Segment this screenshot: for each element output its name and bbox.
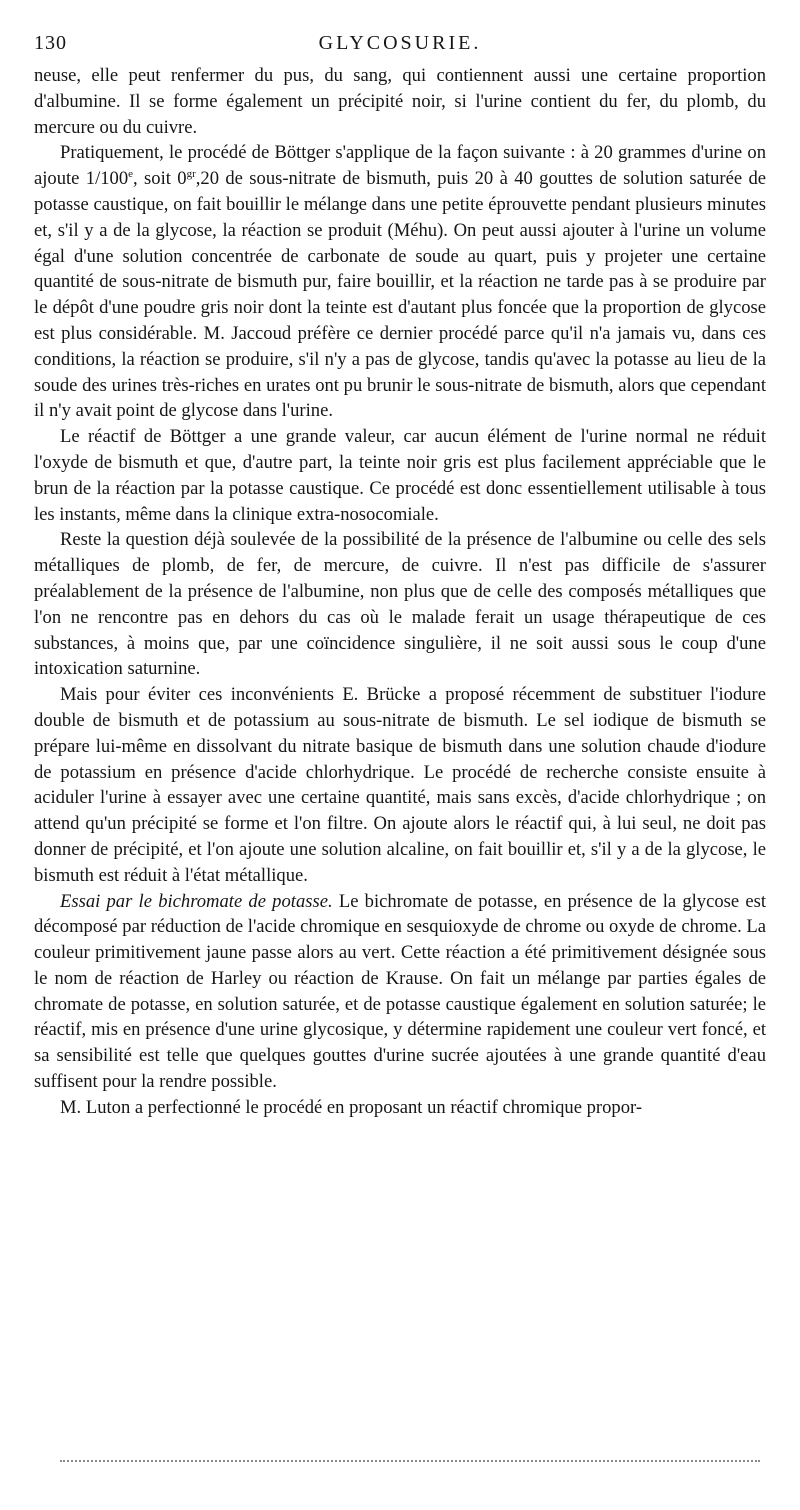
paragraph-bottger-procedure <box>34 140 766 424</box>
running-title: GLYCOSURIE. <box>318 32 482 54</box>
book-page <box>34 24 766 1121</box>
section-heading: Essai par le bichromate de potasse. <box>60 890 333 912</box>
page-number: 130 <box>34 32 67 54</box>
paragraph-albumin-question: Reste la question déjà soulevée de la possibilité de la présence de l'albumine ou celle des sels métalliques de plomb, de fer, de mercure, de cuivre. Il n'est pas difficile de s'assurer préalablement de la présence de l'albumine, non plus que de celle des composés métalliques que l'on ne rencontre pas en dehors du cas où le malade ferait un usage thérapeutique de ces substances, à moins que, par une coïncidence singulière, il ne soit aussi sous le coup d'une intoxication saturnine. <box>34 529 766 680</box>
bottom-rule <box>60 1460 760 1462</box>
paragraph-bottger-value: Le réactif de Böttger a une grande valeur, car aucun élément de l'urine normal ne réduit l'oxyde de bismuth et que, d'autre part, la teinte noir gris est plus facilement appréciable que le brun de la réaction par la potasse caustique. Ce procédé est donc essentiellement utilisable à tous les instants, même dans la clinique extra-nosocomiale. <box>34 426 766 525</box>
ordinal-superscript: e <box>128 168 134 181</box>
paragraph-brucke-reagent: Mais pour éviter ces inconvénients E. Brücke a proposé récemment de substituer l'iodure double de bismuth et de potassium au sous-nitrate de bismuth. Le sel iodique de bismuth se prépare lui-même en dissolvant du nitrate basique de bismuth dans une solution chaude d'iodure de potassium en présence d'acide chlorhydrique. Le procédé de recherche consiste ensuite à aciduler l'urine à essayer avec une certaine quantité, mais sans excès, d'acide chlorhydrique ; on attend qu'un précipité se forme et l'on filtre. On ajoute alors le réactif qui, à lui seul, ne doit pas donner de précipité, et l'on ajoute une solution alcaline, on fait bouillir et, s'il y a de la glycose, le bismuth est réduit à l'état métallique. <box>34 684 766 886</box>
paragraph-text: Le bichromate de potasse, en présence de la glycose est décomposé par réduction de l'acide chromique en sesquioxyde de chrome ou oxyde de chrome. La couleur primitivement jaune passe alors au vert. Cette réaction a été primitivement désignée sous le nom de réaction de Harley ou réaction de Krause. On fait un mélange par parties égales de chromate de potasse, en solution saturée, et de potasse caustique également en solution saturée; le réactif, mis en présence d'une urine glycosique, y détermine rapidement une couleur vert foncé, et sa sensibilité est telle que quelques gouttes d'urine sucrée ajoutées à une grande quantité d'eau suffisent pour la rendre possible. <box>34 890 767 1093</box>
running-head <box>34 24 766 60</box>
paragraph-bichromate <box>34 889 766 1095</box>
paragraph-text: ,20 de sous-nitrate de bismuth, puis 20 à 40 gouttes de solution saturée de potasse caustique, on fait bouillir le mélange dans une petite éprouvette pendant plusieurs minutes et, s'il y a de la glycose, la réaction se produit (Méhu). On peut aussi ajouter à l'urine un volume égal d'une solution concentrée de carbonate de soude au quart, puis y projeter une certaine quantité de sous-nitrate de bismuth pur, faire bouillir, et la réaction ne tarde pas à se produire par le dépôt d'une poudre gris noir dont la teinte est d'autant plus foncée que la proportion de glycose est plus considérable. M. Jaccoud préfère ce dernier procédé parce qu'il n'a jamais vu, dans ces conditions, la réaction se produire, s'il n'y a pas de glycose, tandis qu'avec la potasse au lieu de la soude des urines très-riches en urates ont pu brunir le sous-nitrate de bismuth, alors que cependant il n'y avait point de glycose dans l'urine. <box>34 168 766 422</box>
body-text <box>34 63 766 1121</box>
paragraph-luton: M. Luton a perfectionné le procédé en proposant un réactif chromique propor- <box>60 1096 643 1118</box>
paragraph-text: , soit 0 <box>133 168 187 190</box>
paragraph-continuation: neuse, elle peut renfermer du pus, du sang, qui contiennent aussi une certaine proportion d'albumine. Il se forme également un précipité noir, si l'urine contient du fer, du plomb, du mercure ou du cuivre. <box>34 65 766 138</box>
unit-superscript: gr <box>186 168 196 181</box>
paragraph-text: Pratiquement, le procédé de Böttger s'applique de la façon suivante : à 20 grammes d'urine on ajoute 1/100 <box>34 142 766 190</box>
